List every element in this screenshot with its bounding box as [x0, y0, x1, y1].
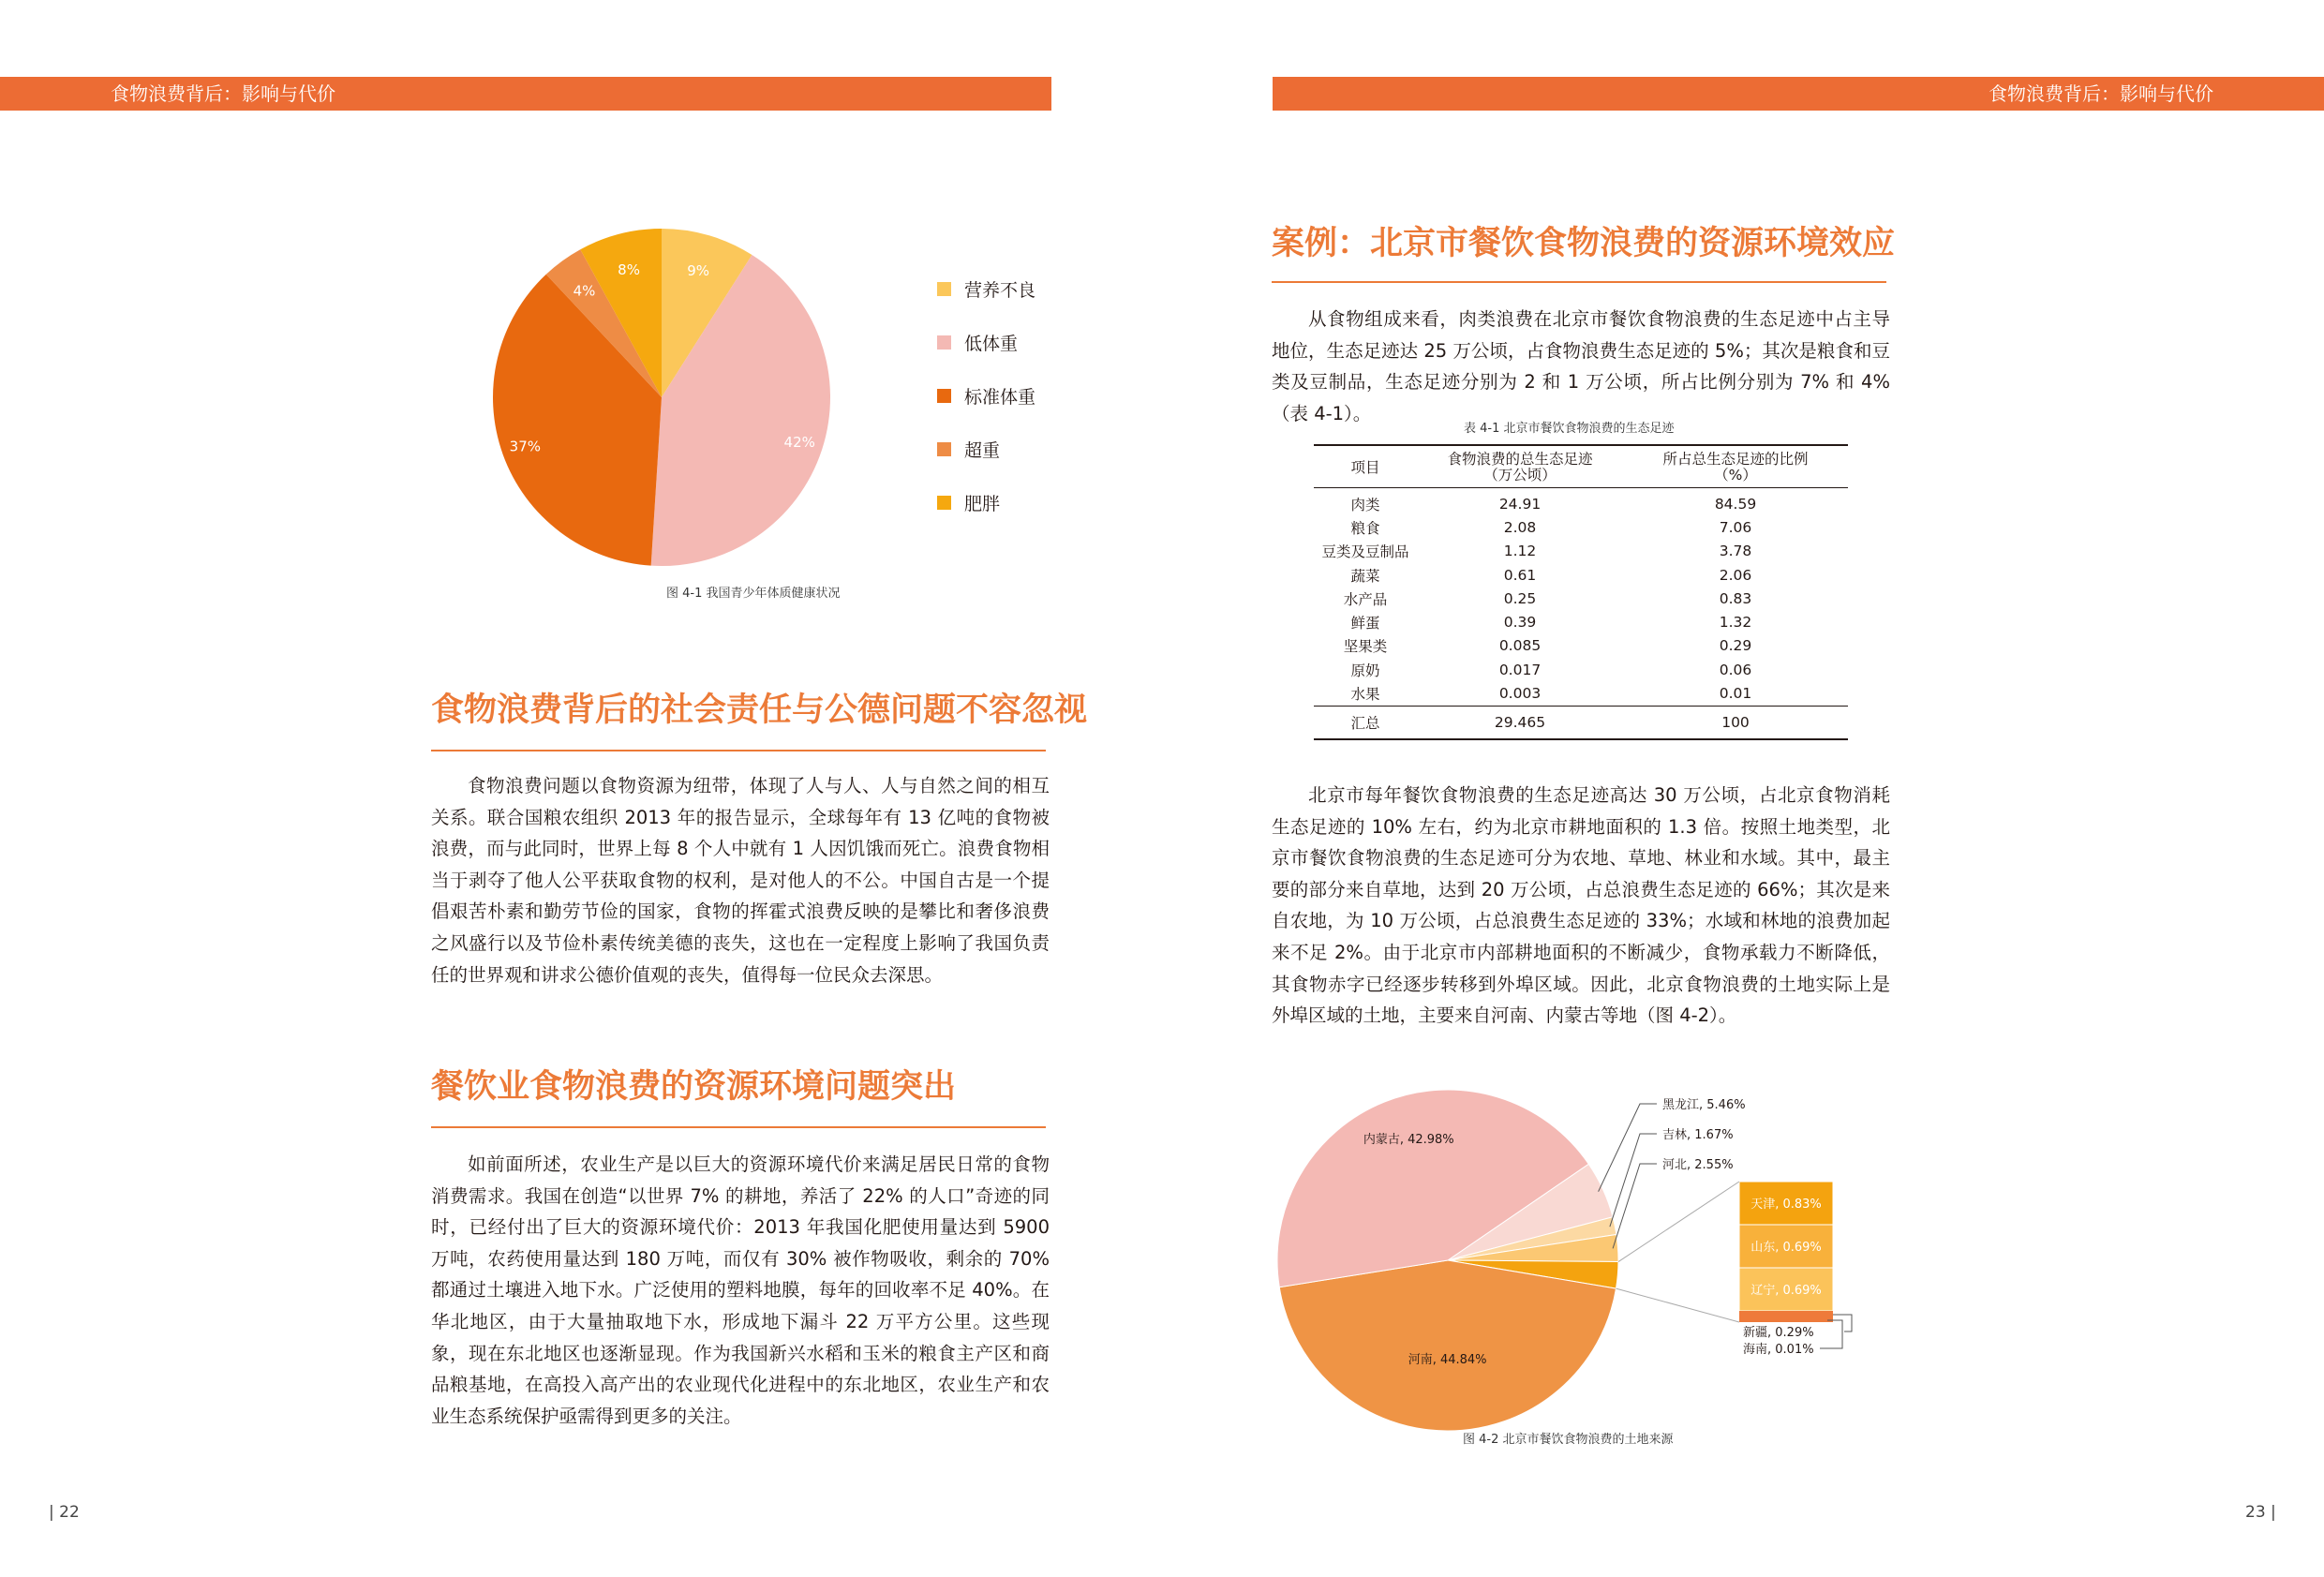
- legend-label: 营养不良: [964, 280, 1036, 301]
- bar-data-label: 辽宁, 0.69%: [1750, 1284, 1822, 1298]
- table-header-footprint: [1417, 445, 1623, 488]
- table-total-label: 汇总: [1350, 714, 1380, 732]
- bar-data-label: 海南, 0.01%: [1743, 1343, 1814, 1357]
- table-row: [1314, 610, 1848, 633]
- legend-label: 超重: [964, 440, 1001, 461]
- callout-line: [1820, 1320, 1842, 1348]
- section2-title: 餐饮业食物浪费的资源环境问题突出: [431, 1068, 957, 1106]
- table-row: [1314, 681, 1848, 706]
- table-header-share-line2: （%）: [1714, 467, 1757, 484]
- legend-item: [937, 316, 1035, 369]
- pie-slice: [1279, 1260, 1616, 1431]
- pie-data-label: 9%: [687, 262, 710, 280]
- table-cell-share: 1.32: [1719, 614, 1752, 632]
- table-cell-footprint: 2.08: [1503, 518, 1537, 536]
- pie-data-label: 8%: [618, 261, 640, 279]
- table-total-share: 100: [1721, 713, 1750, 731]
- table-cell-share: 84.59: [1714, 495, 1757, 513]
- bar-segment: [1739, 1318, 1833, 1322]
- table-cell-share: 0.29: [1719, 637, 1752, 655]
- table-header-item: 项目: [1350, 458, 1380, 476]
- case-paragraph-2: 北京市每年餐饮食物浪费的生态足迹高达 30 万公顷，占北京食物消耗生态足迹的 10% 左右，约为北京市耕地面积的 1.3 倍。按照土地类型，北京市餐饮食物浪费的生态足迹可分为农地、草地、林业和水域。其中，最主要的部分来自草地，达到 20 万公顷，占总浪费生态足迹的 66%；其次是来自农地，为 10 万公顷，占总浪费生态足迹的 33%；水域和林地的浪费加起来不足 2%。由于北京市内部耕地面积的不断减少，食物承载力不断降低，其食物赤字已经逐步转移到外埠区域。因此，北京食物浪费的土地实际上是外埠区域的土地，主要来自河南、内蒙古等地（图 4-2）。: [1272, 784, 1890, 1027]
- case-body-1: [1272, 304, 1890, 429]
- section1-body: [431, 770, 1050, 990]
- figure-4-1-pie: [0, 0, 1051, 600]
- section1-paragraph: 食物浪费问题以食物资源为纽带，体现了人与人、人与自然之间的相互关系。联合国粮农组织 2013 年的报告显示，全球每年有 13 亿吨的食物被浪费，而与此同时，世界上每 8 个人中就有 1 人因饥饿而死亡。浪费食物相当于剥夺了他人公平获取食物的权利，是对他人的不公。中国自古是一个提倡艰苦朴素和勤劳节俭的国家，食物的挥霍式浪费反映的是攀比和奢侈浪费之风盛行以及节俭朴素传统美德的丧失，这也在一定程度上影响了我国负责任的世界观和讲求公德价值观的丧失，值得每一位民众去深思。: [431, 775, 1050, 986]
- section1-rule: [431, 750, 1046, 751]
- case-title: 案例：北京市餐饮食物浪费的资源环境效应: [1272, 225, 1896, 262]
- right-header-band: [1273, 77, 2324, 111]
- legend-swatch: [937, 389, 951, 403]
- legend-swatch: [937, 442, 951, 456]
- figure-4-1-caption: 图 4-1 我国青少年体质健康状况: [666, 587, 841, 601]
- table-cell-footprint: 0.003: [1498, 685, 1542, 703]
- figure-4-2-caption: 图 4-2 北京市餐饮食物浪费的土地来源: [1463, 1433, 1674, 1447]
- section2-body: [431, 1149, 1050, 1432]
- table-cell-share: 2.06: [1719, 566, 1752, 584]
- legend-item: [937, 476, 1035, 529]
- table-header-footprint-line2: （万公顷）: [1483, 467, 1557, 484]
- pie-data-label: 河北, 2.55%: [1662, 1158, 1734, 1172]
- bar-segment: [1739, 1311, 1833, 1318]
- pie-data-label: 4%: [573, 282, 596, 300]
- bar-data-label: 山东, 0.69%: [1750, 1241, 1822, 1255]
- case-body-2: [1272, 780, 1890, 1032]
- table-4-1-caption: 表 4-1 北京市餐饮食物浪费的生态足迹: [1464, 422, 1675, 436]
- table-cell-item: 蔬菜: [1350, 567, 1380, 585]
- table-cell-share: 0.83: [1719, 589, 1752, 607]
- table-total-row: [1314, 706, 1848, 739]
- pie-data-label: 内蒙古, 42.98%: [1363, 1133, 1454, 1148]
- callout-line: [1613, 1164, 1657, 1248]
- table-header-share: [1623, 445, 1848, 488]
- legend-swatch: [937, 282, 951, 296]
- table-row: [1314, 587, 1848, 610]
- legend-label: 低体重: [964, 334, 1019, 354]
- section1-title: 食物浪费背后的社会责任与公德问题不容忽视: [431, 692, 1088, 729]
- right-running-header: 食物浪费背后：影响与代价: [1989, 82, 2213, 105]
- table-cell-item: 原奶: [1350, 662, 1380, 679]
- left-running-header: 食物浪费背后：影响与代价: [111, 82, 335, 105]
- table-row: [1314, 540, 1848, 563]
- table-cell-item: 肉类: [1350, 496, 1380, 513]
- table-row: [1314, 488, 1848, 516]
- table-cell-item: 水产品: [1343, 590, 1388, 608]
- table-cell-share: 3.78: [1719, 543, 1752, 560]
- legend-swatch: [937, 335, 951, 350]
- table-cell-footprint: 0.39: [1503, 614, 1537, 632]
- table-cell-footprint: 0.085: [1498, 637, 1542, 655]
- table-cell-item: 水果: [1350, 686, 1380, 704]
- left-page-number: | 22: [49, 1503, 80, 1522]
- right-page-number: 23 |: [2245, 1503, 2276, 1522]
- case-paragraph-1: 从食物组成来看，肉类浪费在北京市餐饮食物浪费的生态足迹中占主导地位，生态足迹达 25 万公顷，占食物浪费生态足迹的 5%；其次是粮食和豆类及豆制品，生态足迹分别为 2 和 1 万公顷，所占比例分别为 7% 和 4%（表 4-1）。: [1272, 308, 1890, 424]
- table-cell-item: 鲜蛋: [1350, 615, 1380, 632]
- table-cell-share: 7.06: [1719, 518, 1752, 536]
- table-cell-share: 0.01: [1719, 685, 1752, 703]
- table-4-1: [1314, 444, 1848, 740]
- table-cell-footprint: 0.61: [1503, 566, 1537, 584]
- section2-paragraph: 如前面所述，农业生产是以巨大的资源环境代价来满足居民日常的食物消费需求。我国在创造“以世界 7% 的耕地，养活了 22% 的人口”奇迹的同时，已经付出了巨大的资源环境代价：2013 年我国化肥使用量达到 5900 万吨，农药使用量达到 180 万吨，而仅有 30% 被作物吸收，剩余的 70% 都通过土壤进入地下水。广泛使用的塑料地膜，每年的回收率不足 40%。在华北地区，由于大量抽取地下水，形成地下漏斗 22 万平方公里。这些现象，现在东北地区也逐渐显现。作为我国新兴水稻和玉米的粮食主产区和商品粮基地，在高投入高产出的农业现代化进程中的东北地区，农业生产和农业生态系统保护亟需得到更多的关注。: [431, 1153, 1050, 1427]
- pie-data-label: 吉林, 1.67%: [1662, 1128, 1734, 1142]
- table-cell-share: 0.06: [1719, 661, 1752, 678]
- table-cell-footprint: 1.12: [1503, 543, 1537, 560]
- table-header-share-line1: 所占总生态足迹的比例: [1662, 451, 1809, 468]
- figure-4-2-pie: [1273, 1059, 1854, 1462]
- table-row: [1314, 634, 1848, 658]
- bar-data-label: 天津, 0.83%: [1750, 1198, 1822, 1212]
- legend-item: [937, 262, 1035, 316]
- table-cell-item: 粮食: [1350, 519, 1380, 537]
- pie-data-label: 37%: [509, 438, 542, 455]
- table-row: [1314, 658, 1848, 681]
- table-cell-footprint: 0.017: [1498, 661, 1542, 678]
- table-row: [1314, 515, 1848, 539]
- table-cell-item: 坚果类: [1343, 638, 1388, 656]
- case-rule: [1272, 281, 1886, 283]
- legend-label: 肥胖: [964, 494, 1001, 514]
- callout-line: [1599, 1104, 1657, 1192]
- connector-line: [1616, 1288, 1739, 1322]
- legend-item: [937, 369, 1035, 423]
- connector-line: [1618, 1182, 1739, 1262]
- table-cell-footprint: 24.91: [1498, 495, 1542, 513]
- bar-data-label: 新疆, 0.29%: [1743, 1326, 1814, 1340]
- table-header-footprint-line1: 食物浪费的总生态足迹: [1447, 451, 1593, 468]
- table-total-footprint: 29.465: [1494, 713, 1546, 731]
- section2-rule: [431, 1126, 1046, 1128]
- table-header-row: [1314, 445, 1848, 488]
- pie-data-label: 河南, 44.84%: [1408, 1353, 1487, 1368]
- pie-data-label: 黑龙江, 5.46%: [1662, 1098, 1746, 1112]
- legend-swatch: [937, 496, 951, 510]
- callout-line: [1610, 1134, 1657, 1227]
- pie-data-label: 42%: [783, 433, 815, 451]
- table-row: [1314, 563, 1848, 587]
- legend-label: 标准体重: [964, 387, 1036, 408]
- table-cell-item: 豆类及豆制品: [1321, 543, 1409, 561]
- legend-item: [937, 423, 1035, 476]
- figure-4-1-legend: [937, 262, 1035, 529]
- table-cell-footprint: 0.25: [1503, 589, 1537, 607]
